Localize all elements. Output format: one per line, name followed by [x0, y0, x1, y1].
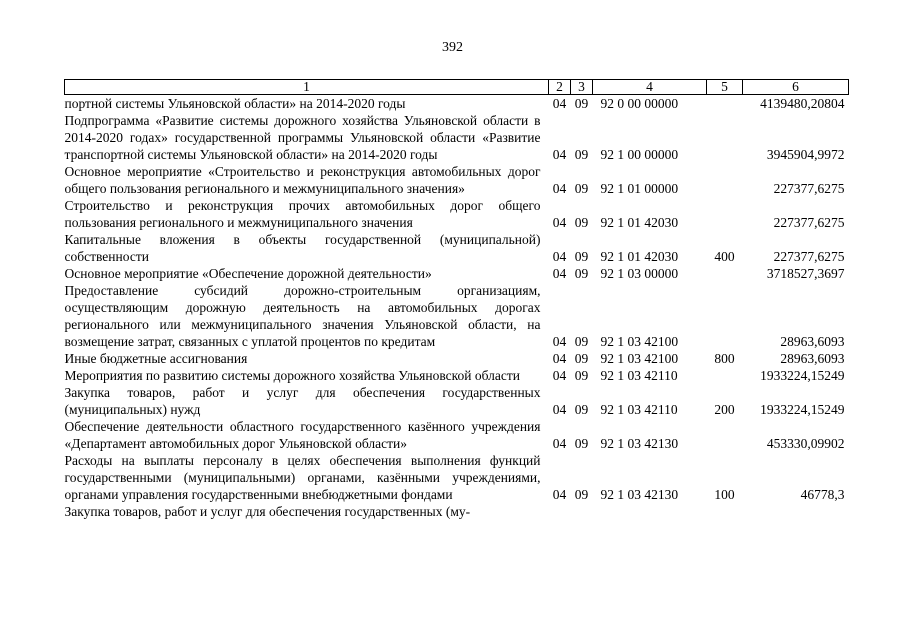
row-amount: 227377,6275: [773, 181, 845, 196]
row-subsection-code: 09: [574, 334, 589, 349]
row-section-code: 04: [552, 487, 567, 502]
row-section-code: 04: [552, 351, 567, 366]
row-section-code: 04: [552, 368, 567, 383]
row-target-article: 92 1 01 00000: [600, 181, 679, 196]
row-subsection-code: 09: [574, 215, 589, 230]
row-subsection-code: 09: [574, 181, 589, 196]
row-amount: 453330,09902: [766, 436, 845, 451]
table-row: [65, 95, 849, 113]
row-description: Расходы на выплаты персоналу в целях обеспечения выполнения функций государственными (муниципальными) органами, казёнными учреждениями, органами управления государственными внебюджетными фондами: [64, 453, 541, 502]
row-section-code: 04: [552, 334, 567, 349]
row-description: Основное мероприятие «Обеспечение дорожной деятельности»: [64, 266, 432, 281]
row-subsection-code: 09: [574, 249, 589, 264]
row-expense-type: [707, 112, 743, 163]
row-subsection-code: 09: [574, 368, 589, 383]
row-expense-type: [707, 418, 743, 452]
row-subsection-code: 09: [574, 147, 589, 162]
row-subsection-code: 09: [574, 96, 589, 111]
row-amount: 4139480,20804: [760, 96, 845, 111]
row-target-article: 92 0 00 00000: [600, 96, 679, 111]
column-header: 2: [549, 80, 571, 95]
row-target-article: 92 1 03 42100: [600, 334, 679, 349]
row-amount: [743, 503, 849, 520]
row-description: Закупка товаров, работ и услуг для обеспечения государственных (муниципальных) нужд: [64, 385, 541, 417]
budget-table: [64, 79, 849, 520]
column-header: 3: [571, 80, 593, 95]
row-amount: 1933224,15249: [760, 402, 845, 417]
row-section-code: 04: [552, 402, 567, 417]
row-description: Предоставление субсидий дорожно-строительным организациям, осуществляющим дорожную деятельность на автомобильных дорогах регионального или межмуниципального значения Ульяновской области, на возмещение затрат, связанных с уплатой процентов по кредитам: [64, 283, 541, 349]
row-expense-type: 400: [714, 249, 735, 264]
table-header-row: [65, 80, 849, 95]
row-subsection-code: 09: [574, 351, 589, 366]
table-row: [65, 112, 849, 163]
row-amount: 28963,6093: [780, 334, 845, 349]
page-number: 392: [442, 40, 463, 55]
row-expense-type: [707, 367, 743, 384]
table-row: [65, 265, 849, 282]
table-row: [65, 231, 849, 265]
row-subsection-code: 09: [574, 402, 589, 417]
column-header: 4: [593, 80, 707, 95]
row-subsection-code: [571, 503, 593, 520]
row-section-code: [549, 503, 571, 520]
row-section-code: 04: [552, 181, 567, 196]
row-section-code: 04: [552, 436, 567, 451]
table-row: [65, 367, 849, 384]
table-row: [65, 384, 849, 418]
row-expense-type: [707, 197, 743, 231]
row-subsection-code: 09: [574, 487, 589, 502]
table-row: [65, 452, 849, 503]
row-subsection-code: 09: [574, 266, 589, 281]
row-description: Мероприятия по развитию системы дорожного хозяйства Ульяновской области: [64, 368, 520, 383]
row-description: Иные бюджетные ассигнования: [64, 351, 248, 366]
row-amount: 227377,6275: [773, 215, 845, 230]
table-row: [65, 282, 849, 350]
table-row: [65, 163, 849, 197]
row-section-code: 04: [552, 147, 567, 162]
table-row: [65, 197, 849, 231]
row-target-article: 92 1 03 42100: [600, 351, 679, 366]
row-expense-type: 800: [714, 351, 735, 366]
row-section-code: 04: [552, 249, 567, 264]
row-expense-type: [707, 503, 743, 520]
column-header: 1: [65, 80, 549, 95]
column-header: 5: [707, 80, 743, 95]
row-amount: 28963,6093: [780, 351, 845, 366]
row-section-code: 04: [552, 266, 567, 281]
table-row: [65, 350, 849, 367]
row-description: Обеспечение деятельности областного государственного казённого учреждения «Департамент автомобильных дорог Ульяновской области»: [64, 419, 541, 451]
row-description: Капитальные вложения в объекты государственной (муниципальной) собственности: [64, 232, 541, 264]
row-subsection-code: 09: [574, 436, 589, 451]
row-amount: 3718527,3697: [766, 266, 845, 281]
row-description: портной системы Ульяновской области» на 2014-2020 годы: [64, 96, 406, 111]
row-amount: 1933224,15249: [760, 368, 845, 383]
row-target-article: 92 1 01 42030: [600, 215, 679, 230]
row-expense-type: [707, 282, 743, 350]
row-expense-type: [707, 265, 743, 282]
row-target-article: [593, 503, 707, 520]
row-description: Основное мероприятие «Строительство и реконструкция автомобильных дорог общего пользования регионального и межмуниципального значения»: [64, 164, 541, 196]
row-target-article: 92 1 03 42130: [600, 436, 679, 451]
row-target-article: 92 1 01 42030: [600, 249, 679, 264]
row-amount: 227377,6275: [773, 249, 845, 264]
row-target-article: 92 1 00 00000: [600, 147, 679, 162]
table-row: [65, 418, 849, 452]
row-description: Закупка товаров, работ и услуг для обеспечения государственных (му-: [64, 504, 471, 519]
row-section-code: 04: [552, 96, 567, 111]
row-amount: 46778,3: [800, 487, 845, 502]
column-header: 6: [743, 80, 849, 95]
row-description: Строительство и реконструкция прочих автомобильных дорог общего пользования регионального и межмуниципального значения: [64, 198, 541, 230]
row-description: Подпрограмма «Развитие системы дорожного хозяйства Ульяновской области в 2014-2020 годах» государственной программы Ульяновской области «Развитие транспортной системы Ульяновской области» на 2014-2020 годы: [64, 113, 541, 162]
row-target-article: 92 1 03 42110: [600, 368, 678, 383]
row-expense-type: [707, 95, 743, 113]
row-section-code: 04: [552, 215, 567, 230]
row-expense-type: 200: [714, 402, 735, 417]
row-target-article: 92 1 03 42110: [600, 402, 678, 417]
row-expense-type: [707, 163, 743, 197]
row-target-article: 92 1 03 00000: [600, 266, 679, 281]
row-target-article: 92 1 03 42130: [600, 487, 679, 502]
table-row: [65, 503, 849, 520]
row-expense-type: 100: [714, 487, 735, 502]
row-amount: 3945904,9972: [766, 147, 845, 162]
